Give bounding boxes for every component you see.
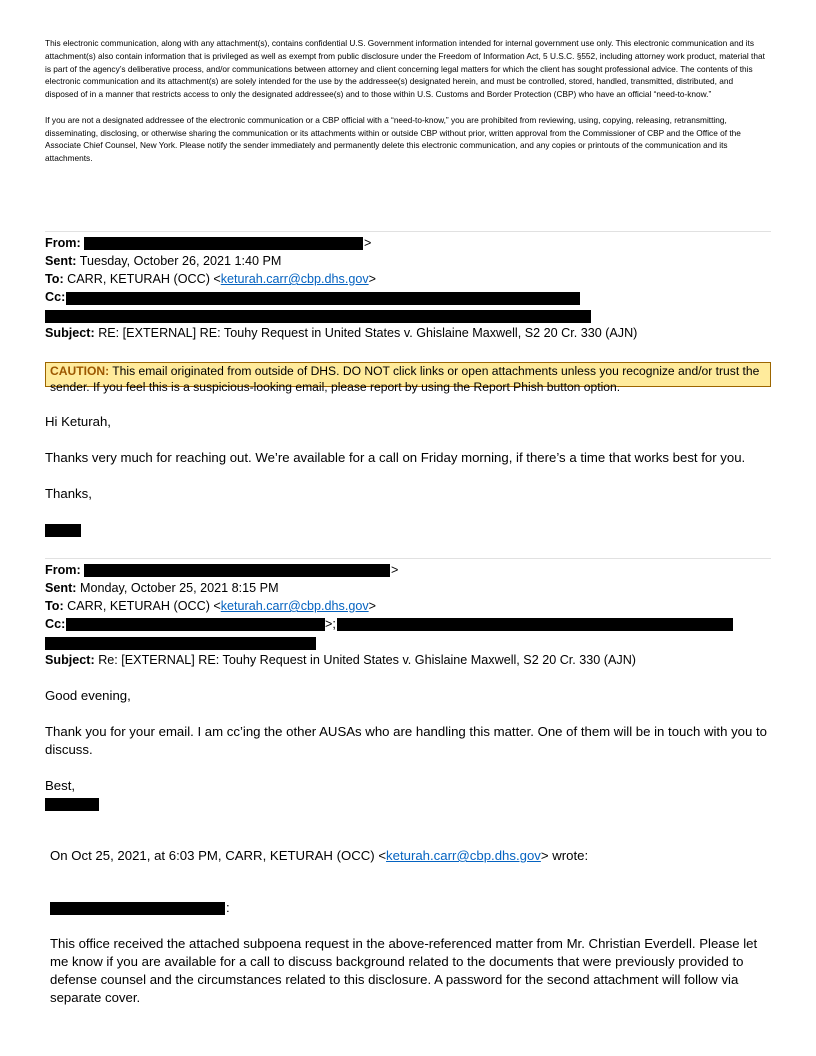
- to-label: To:: [45, 599, 64, 613]
- redaction-bar: [84, 564, 390, 577]
- subject-line: [45, 651, 636, 669]
- confidentiality-disclaimer: [45, 37, 767, 178]
- cc-label: Cc:: [45, 290, 66, 304]
- email2-body: Thank you for your email. I am cc’ing the other AUSAs who are handling this matter. One of them will be in touch with you to discuss.: [45, 724, 768, 757]
- email2-greeting: Good evening,: [45, 688, 131, 703]
- to-line: [45, 597, 376, 615]
- subject-value: RE: [EXTERNAL] RE: Touhy Request in United States v. Ghislaine Maxwell, S2 20 Cr. 330 (AJN): [98, 326, 638, 340]
- sent-value: Monday, October 25, 2021 8:15 PM: [79, 581, 279, 595]
- from-suffix: >: [391, 563, 399, 577]
- redaction-bar: [84, 237, 363, 250]
- header-separator: [45, 231, 771, 232]
- sent-line: [45, 579, 279, 597]
- to-email-link[interactable]: keturah.carr@cbp.dhs.gov: [220, 272, 369, 286]
- to-name: CARR, KETURAH (OCC) <: [67, 272, 221, 286]
- salutation-redaction: [50, 902, 225, 915]
- redaction-bar: [45, 637, 316, 650]
- to-line: [45, 270, 376, 288]
- to-email-link[interactable]: keturah.carr@cbp.dhs.gov: [220, 599, 369, 613]
- to-close: >: [368, 272, 376, 286]
- subject-value: Re: [EXTERNAL] RE: Touhy Request in United States v. Ghislaine Maxwell, S2 20 Cr. 330 (AJN): [98, 653, 636, 667]
- redaction-bar: [45, 310, 591, 323]
- redaction-bar: [66, 292, 580, 305]
- subject-label: Subject:: [45, 326, 95, 340]
- from-suffix: >: [364, 236, 372, 250]
- redaction-bar: [66, 618, 325, 631]
- redaction-bar: [337, 618, 733, 631]
- cc-label: Cc:: [45, 617, 66, 631]
- cc-line: [45, 288, 65, 306]
- from-label: From:: [45, 236, 81, 250]
- wrote-prefix: On Oct 25, 2021, at 6:03 PM, CARR, KETURAH (OCC) <: [50, 848, 387, 863]
- disclaimer-paragraph-1: This electronic communication, along with any attachment(s), contains confidential U.S. Government information intended for internal government use only. This electronic communication and its attachment(s) also contain information that is privileged as well as exempt from public disclosure under the Freedom of Information Act, 5 U.S.C. §552, including attorney work product, material that is part of the agency’s deliberative process, and/or communications between attorney and client concerning legal matters for which the client has sought professional advice. The contents of this electronic communication and its attachment(s) are solely intended for the use by the addressee(s) designated herein, and must be controlled, stored, handled, transmitted, distributed, and disposed of in a manner that restricts access to only the designated addressee(s) and to those within U.S. Customs and Border Protection (CBP) who have an official “need-to-know.”: [45, 38, 765, 100]
- email1-body: Thanks very much for reaching out. We’re available for a call on Friday morning, if there’s a time that works best for you.: [45, 450, 746, 465]
- to-close: >: [368, 599, 376, 613]
- wrote-email-link[interactable]: keturah.carr@cbp.dhs.gov: [386, 848, 541, 863]
- signature-redaction: [45, 524, 81, 537]
- caution-label: CAUTION:: [50, 364, 110, 378]
- sent-label: Sent:: [45, 254, 77, 268]
- from-label: From:: [45, 563, 81, 577]
- disclaimer-paragraph-2: If you are not a designated addressee of the electronic communication or a CBP official with a “need-to-know,” you are prohibited from reviewing, using, copying, releasing, retransmitting, disseminating, disclosing, or otherwise sharing the communication or its attachments within or outside CBP without prior, written approval from the Commissioner of CBP and the Office of the Associate Chief Counsel, New York. Please notify the sender immediately and permanently delete this electronic communication, and any copies or printouts of the communication and its attachments.: [45, 114, 741, 164]
- header-separator: [45, 558, 771, 559]
- email2-closing: Best,: [45, 778, 76, 793]
- sent-line: [45, 252, 281, 270]
- from-line: [45, 561, 399, 579]
- subject-label: Subject:: [45, 653, 95, 667]
- cc-separator: >;: [325, 617, 336, 631]
- caution-banner: [45, 362, 771, 394]
- signature-redaction: [45, 798, 99, 811]
- to-label: To:: [45, 272, 64, 286]
- email1-closing: Thanks,: [45, 486, 92, 501]
- email3-body: This office received the attached subpoena request in the above-referenced matter from Mr. Christian Everdell. Please let me know if you are available for a call to discuss background related to the documents that were previously provided to defense counsel and the circumstances related to this disclosure. A password for the second attachment will follow via separate cover.: [50, 936, 758, 1005]
- salutation-colon: :: [226, 900, 230, 915]
- cc-line: [45, 615, 336, 633]
- quoted-wrote-line: [50, 847, 770, 865]
- to-name: CARR, KETURAH (OCC) <: [67, 599, 221, 613]
- caution-text: This email originated from outside of DHS. DO NOT click links or open attachments unless you recognize and/or trust the sender. If you feel this is a suspicious-looking email, please report by using the Report Phish button option.: [50, 364, 760, 394]
- email1-greeting: Hi Keturah,: [45, 414, 111, 429]
- sent-label: Sent:: [45, 581, 77, 595]
- sent-value: Tuesday, October 26, 2021 1:40 PM: [79, 254, 282, 268]
- wrote-suffix: > wrote:: [540, 848, 589, 863]
- subject-line: [45, 324, 637, 342]
- from-line: [45, 234, 372, 252]
